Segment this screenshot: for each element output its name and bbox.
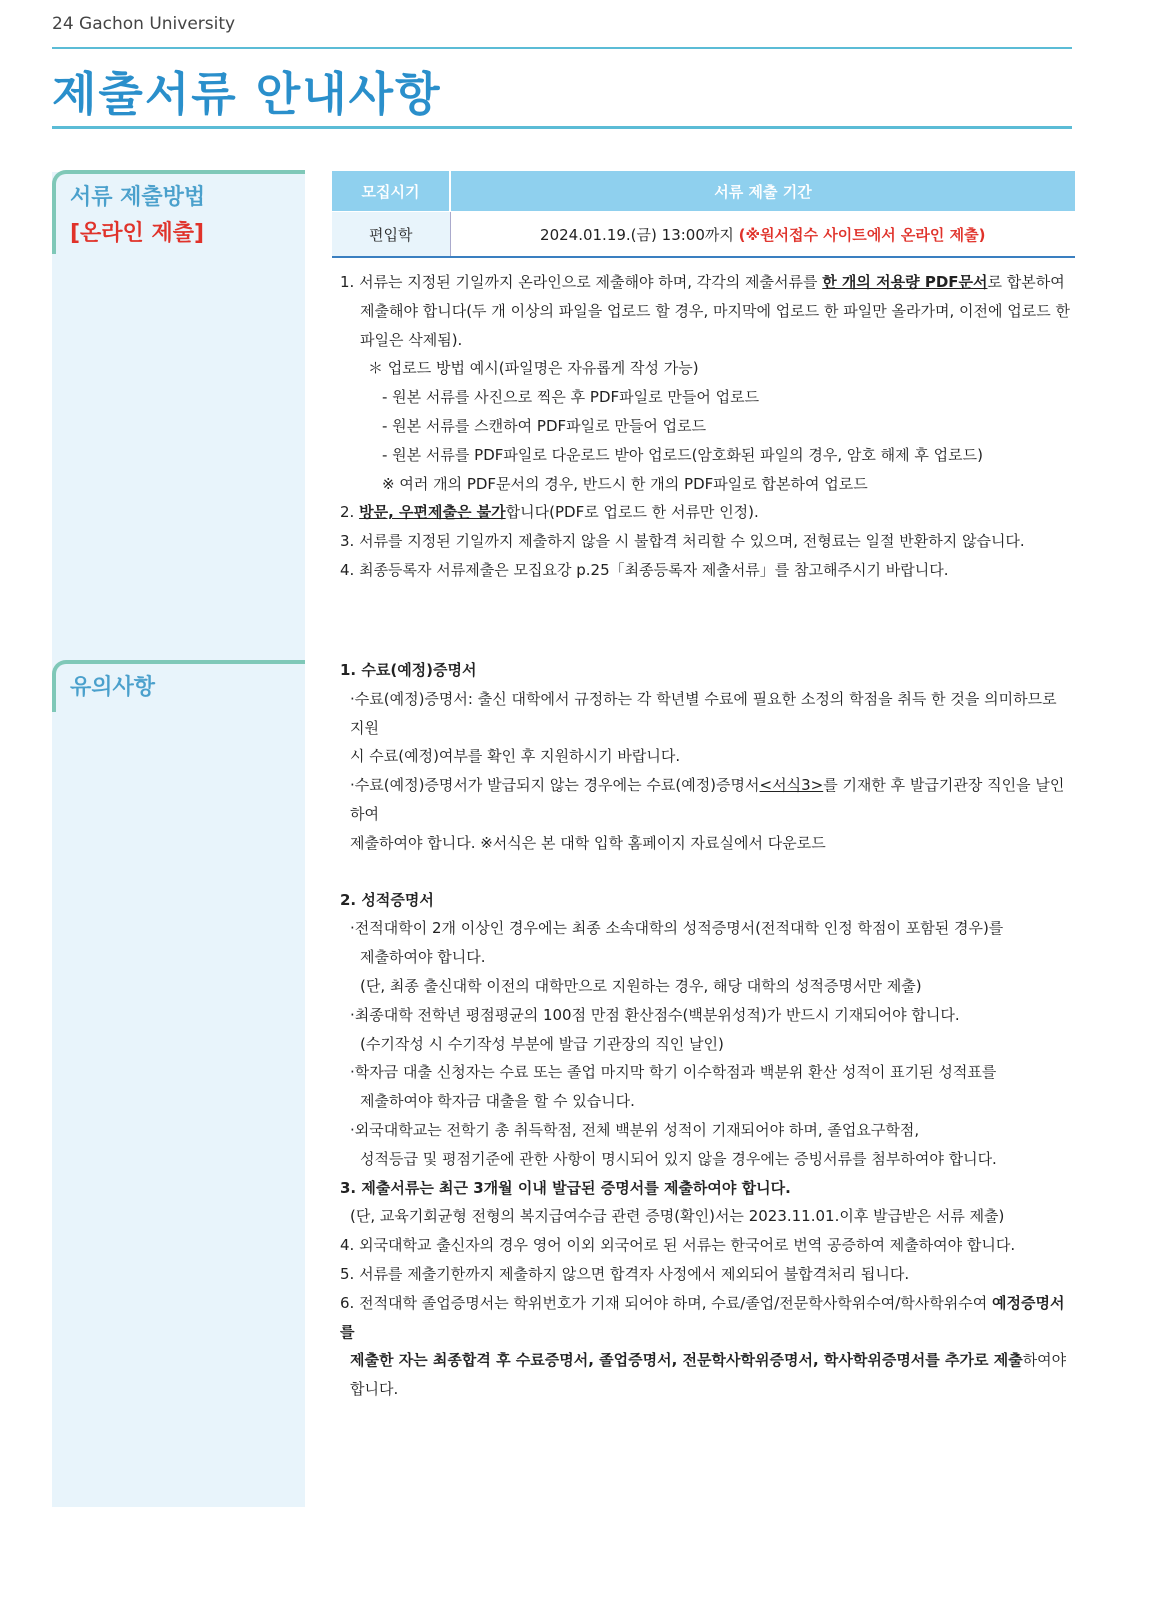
- page-header: 24 Gachon University: [52, 14, 236, 34]
- header-divider: [52, 47, 1072, 49]
- form-reference: <서식3>: [759, 776, 824, 795]
- text: ·수료(예정)증명서가 발급되지 않는 경우에는 수료(예정)증명서: [350, 776, 760, 795]
- section-method-subtitle: [온라인 제출]: [70, 221, 205, 246]
- section-method-title: 서류 제출방법: [70, 185, 206, 210]
- note-2-bullet-2-cont: (수기작성 시 수기작성 부분에 발급 기관장의 직인 날인): [360, 1034, 724, 1053]
- text: 1. 서류는 지정된 기일까지 온라인으로 제출해야 하며, 각각의 제출서류를: [340, 273, 823, 291]
- emphasis-text: 제출한 자는 최종합격 후 수료증명서, 졸업증명서, 전문학사학위증명서, 학사학위증명서를 추가로 제출: [350, 1351, 1023, 1370]
- emphasis-text: 예정증명서를: [340, 1293, 1065, 1341]
- sidebar-panel: [52, 172, 305, 1507]
- notes-content: [340, 656, 1075, 1404]
- note-1-bullet-2-cont: 제출하여야 합니다. ※서식은 본 대학 입학 홈페이지 자료실에서 다운로드: [350, 833, 826, 852]
- page-title: 제출서류 안내사항: [52, 67, 442, 121]
- method-content: [340, 268, 1075, 585]
- upload-option-3: - 원본 서류를 PDF파일로 다운로드 받아 업로드(암호화된 파일의 경우, 암호 해제 후 업로드): [382, 445, 983, 464]
- col-header-period: 모집시기: [332, 171, 450, 212]
- col-header-submission: 서류 제출 기간: [450, 171, 1075, 212]
- table-row: [332, 212, 1075, 258]
- text: 합니다(PDF로 업로드 한 서류만 인정).: [505, 503, 759, 522]
- section-method-heading: [52, 170, 305, 254]
- note-2-bullet-1-cont: 제출하여야 합니다.: [360, 948, 486, 967]
- note-6-cont2: 합니다.: [350, 1380, 399, 1399]
- upload-option-1: - 원본 서류를 사진으로 찍은 후 PDF파일로 만들어 업로드: [382, 388, 760, 407]
- text: 를 기재한 후 발급기관장 직인을 날인하여: [350, 776, 1065, 823]
- note-2-title: 2. 성적증명서: [340, 890, 434, 909]
- note-2-bullet-4: ·외국대학교는 전학기 총 취득학점, 전체 백분위 성적이 기재되어야 하며, 졸업요구학점,: [350, 1120, 920, 1139]
- upload-example: ＊ 업로드 방법 예시(파일명은 자유롭게 작성 가능): [368, 359, 699, 378]
- note-2-bullet-4-cont: 성적등급 및 평점기준에 관한 사항이 명시되어 있지 않을 경우에는 증빙서류를 첨부하여야 합니다.: [360, 1149, 997, 1168]
- text: 하여야: [1022, 1351, 1067, 1370]
- note-3-title: 3. 제출서류는 최근 3개월 이내 발급된 증명서를 제출하여야 합니다.: [340, 1178, 791, 1197]
- note-4: 4. 외국대학교 출신자의 경우 영어 이외 외국어로 된 서류는 한국어로 번역 공증하여 제출하여야 합니다.: [340, 1236, 1016, 1255]
- text: 6. 전적대학 졸업증명서는 학위번호가 기재 되어야 하며, 수료/졸업/전문학사학위수여/학사학위수여: [340, 1293, 992, 1312]
- text: 로 합본하여: [987, 273, 1065, 291]
- note-5: 5. 서류를 제출기한까지 제출하지 않으면 합격자 사정에서 제외되어 불합격처리 됩니다.: [340, 1264, 910, 1283]
- emphasis-text: 한 개의 저용량 PDF문서: [822, 273, 988, 291]
- submission-period-table: [332, 171, 1075, 258]
- note-2-bullet-1: ·전적대학이 2개 이상인 경우에는 최종 소속대학의 성적증명서(전적대학 인정 학점이 포함된 경우)를: [350, 919, 1004, 938]
- emphasis-text: 방문, 우편제출은 불가: [359, 503, 506, 522]
- upload-note: ※ 여러 개의 PDF문서의 경우, 반드시 한 개의 PDF파일로 합본하여 업로드: [382, 474, 868, 493]
- row-label: 편입학: [332, 212, 450, 258]
- row-period: [450, 212, 1075, 258]
- row-date: 2024.01.19.(금) 13:00까지: [540, 225, 739, 244]
- note-2-bullet-3-cont: 제출하여야 학자금 대출을 할 수 있습니다.: [360, 1092, 635, 1111]
- note-6: [340, 1289, 1075, 1347]
- note-1-bullet-1-cont: 시 수료(예정)여부를 확인 후 지원하시기 바랍니다.: [350, 747, 681, 766]
- method-item-4: 4. 최종등록자 서류제출은 모집요강 p.25「최종등록자 제출서류」를 참고해주시기 바랍니다.: [340, 560, 949, 579]
- text: 2.: [340, 503, 360, 522]
- section-notes-heading: [52, 660, 305, 712]
- note-2-bullet-1-cont2: (단, 최종 출신대학 이전의 대학만으로 지원하는 경우, 해당 대학의 성적증명서만 제출): [360, 976, 922, 995]
- note-3-cont: (단, 교육기회균형 전형의 복지급여수급 관련 증명(확인)서는 2023.11.01.이후 발급받은 서류 제출): [350, 1207, 1005, 1226]
- row-note: (※원서접수 사이트에서 온라인 제출): [738, 225, 986, 244]
- table-header-row: [332, 171, 1075, 212]
- method-item-3: 3. 서류를 지정된 기일까지 제출하지 않을 시 불합격 처리할 수 있으며, 전형료는 일절 반환하지 않습니다.: [340, 532, 1025, 551]
- note-2-bullet-2: ·최종대학 전학년 평점평균의 100점 만점 환산점수(백분위성적)가 반드시 기재되어야 합니다.: [350, 1005, 960, 1024]
- note-1-bullet-1: ·수료(예정)증명서: 출신 대학에서 규정하는 각 학년별 수료에 필요한 소정의 학점을 취득 한 것을 의미하므로 지원: [350, 689, 1057, 737]
- spacer: [340, 858, 1075, 886]
- title-divider: [52, 126, 1072, 129]
- section-notes-title: 유의사항: [70, 675, 156, 700]
- upload-option-2: - 원본 서류를 스캔하여 PDF파일로 만들어 업로드: [382, 416, 707, 435]
- note-6-cont: [340, 1346, 1075, 1375]
- method-item-1-cont: 제출해야 합니다(두 개 이상의 파일을 업로드 할 경우, 마지막에 업로드 한 파일만 올라가며, 이전에 업로드 한: [360, 301, 1070, 320]
- method-item-2: [340, 498, 1075, 527]
- note-2-bullet-3: ·학자금 대출 신청자는 수료 또는 졸업 마지막 학기 이수학점과 백분위 환산 성적이 표기된 성적표를: [350, 1063, 997, 1082]
- method-item-1: [340, 268, 1075, 297]
- note-1-bullet-2: [340, 771, 1075, 829]
- method-item-1-cont2: 파일은 삭제됨).: [360, 330, 463, 349]
- note-1-title: 1. 수료(예정)증명서: [340, 661, 477, 679]
